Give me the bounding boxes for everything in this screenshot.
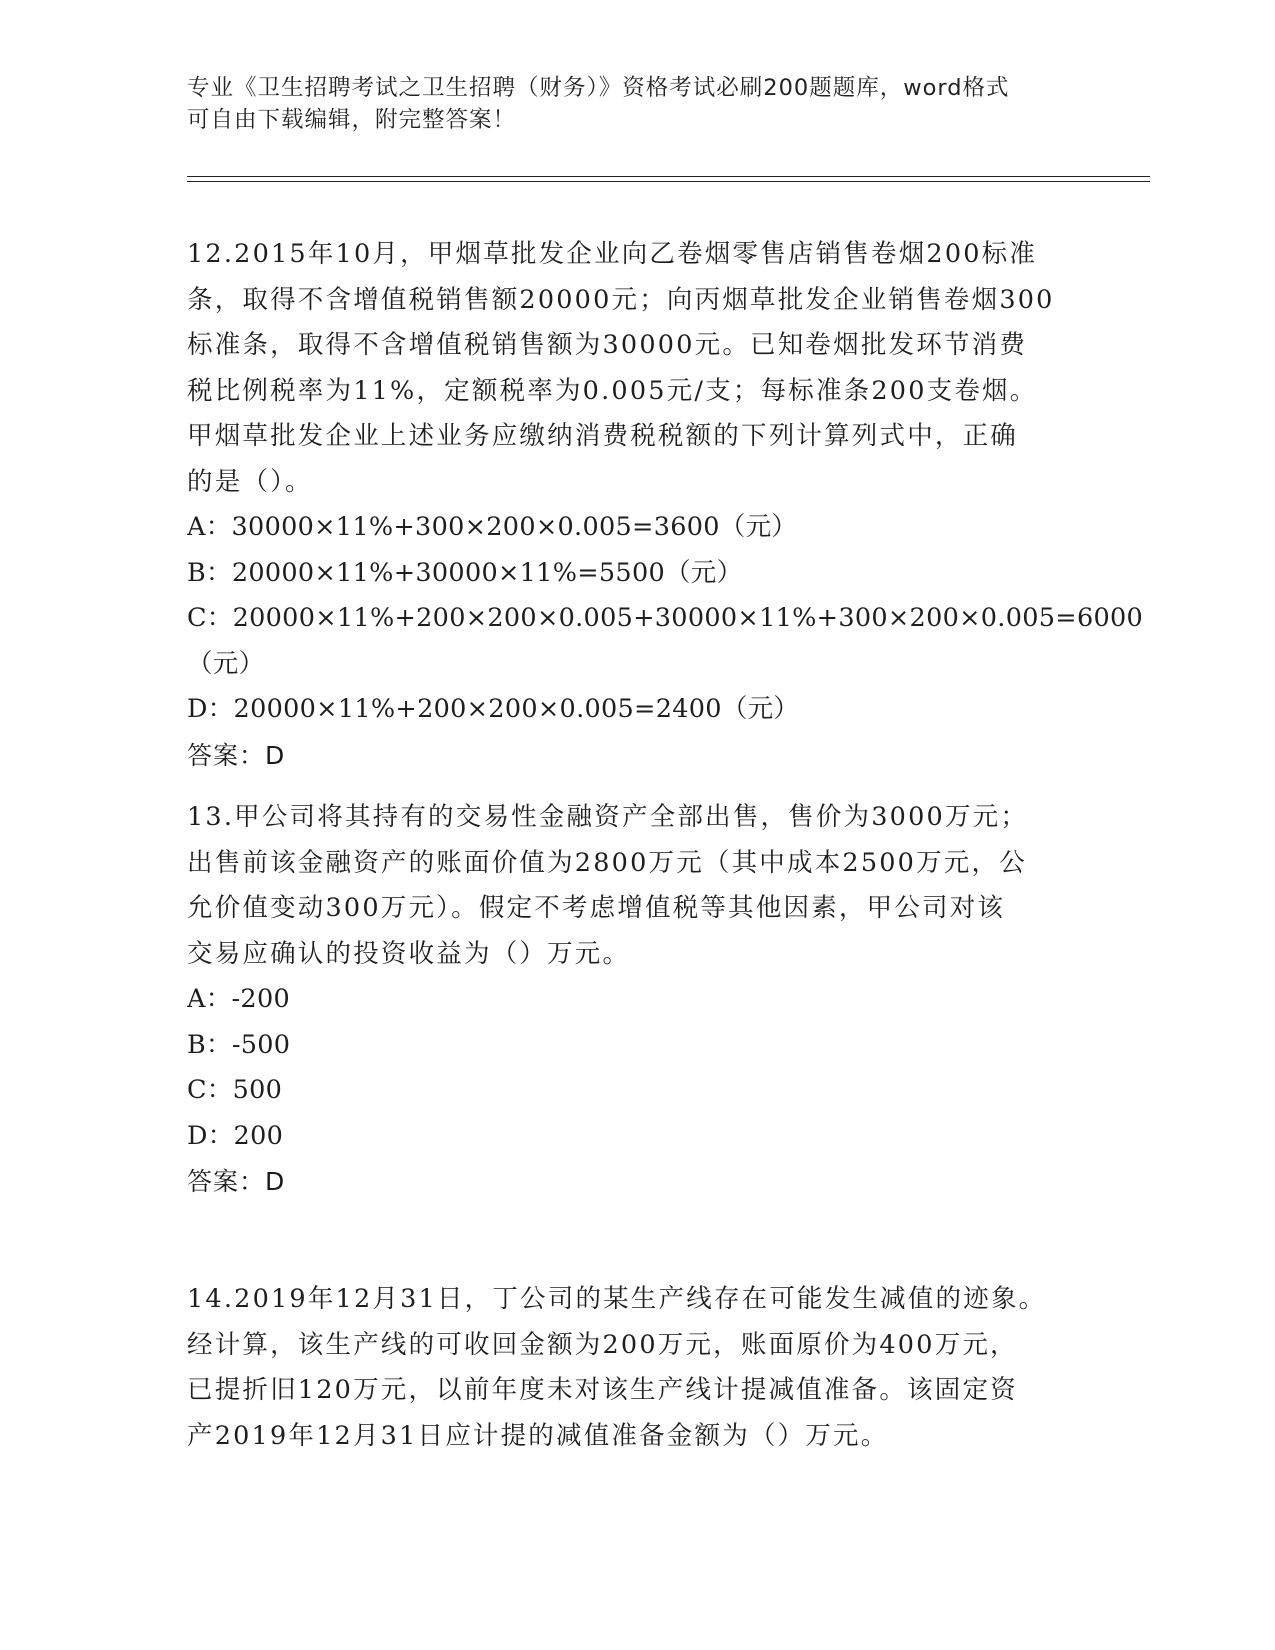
question-text-line: 标准条，取得不含增值税销售额为30000元。已知卷烟批发环节消费 xyxy=(187,330,1028,360)
option-b xyxy=(187,551,1087,597)
question-text-line: 已提折旧120万元，以前年度未对该生产线计提减值准备。该固定资 xyxy=(187,1375,1018,1405)
option-text: C：500 xyxy=(187,1075,283,1105)
question-text-line: 条，取得不含增值税销售额20000元；向丙烟草批发企业销售卷烟300 xyxy=(187,284,1055,315)
question-text-line: 14.2019年12月31日，丁公司的某生产线存在可能发生减值的迹象。 xyxy=(187,1284,1047,1314)
header-line-2: 可自由下载编辑，附完整答案！ xyxy=(187,107,517,133)
question-text-line: 12.2015年10月，甲烟草批发企业向乙卷烟零售店销售卷烟200标准 xyxy=(187,239,1038,269)
answer: 答案：D xyxy=(187,740,286,770)
option-text: D：20000×11%+200×200×0.005=2400（元） xyxy=(187,694,800,724)
option-a xyxy=(187,977,1087,1023)
option-c xyxy=(187,1068,1087,1114)
question-text xyxy=(187,795,1087,977)
option-b xyxy=(187,1023,1087,1069)
option-text: B：-500 xyxy=(187,1029,291,1060)
document-header xyxy=(187,72,1067,136)
option-text: B：20000×11%+30000×11%=5500（元） xyxy=(187,557,743,588)
answer: 答案：D xyxy=(187,1167,286,1196)
question-text-line: 经计算，该生产线的可收回金额为200万元，账面原价为400万元， xyxy=(187,1329,1018,1360)
question-text-line: 出售前该金融资产的账面价值为2800万元（其中成本2500万元，公 xyxy=(187,847,1027,878)
option-text: D：200 xyxy=(187,1120,284,1151)
question-13 xyxy=(187,795,1087,1205)
header-divider-bottom xyxy=(187,181,1150,182)
question-text-line: 甲烟草批发企业上述业务应缴纳消费税税额的下列计算列式中，正确 xyxy=(187,421,1019,451)
question-14 xyxy=(187,1277,1087,1459)
header-divider-top xyxy=(187,176,1150,177)
question-text-line: 的是（）。 xyxy=(187,466,313,497)
option-c xyxy=(187,596,1144,687)
question-text-line: 税比例税率为11%，定额税率为0.005元/支；每标准条200支卷烟。 xyxy=(187,375,1038,406)
option-d xyxy=(187,687,1087,733)
question-text-line: 13.甲公司将其持有的交易性金融资产全部出售，售价为3000万元； xyxy=(187,802,1029,832)
option-text-continued: （元） xyxy=(187,648,265,679)
question-text-line: 产2019年12月31日应计提的减值准备金额为（）万元。 xyxy=(187,1420,889,1451)
question-text xyxy=(187,232,1087,505)
option-a xyxy=(187,505,1087,551)
option-d xyxy=(187,1114,1087,1160)
question-text xyxy=(187,1277,1087,1459)
question-text-line: 允价值变动300万元）。假定不考虑增值税等其他因素，甲公司对该 xyxy=(187,893,1006,923)
option-text: C：20000×11%+200×200×0.005+30000×11%+300×200×0.005=6000 xyxy=(187,603,1144,633)
question-text-line: 交易应确认的投资收益为（）万元。 xyxy=(187,938,631,969)
option-text: A：30000×11%+300×200×0.005=3600（元） xyxy=(187,512,798,542)
question-12 xyxy=(187,232,1144,778)
header-line-1: 专业《卫生招聘考试之卫生招聘（财务）》资格考试必刷200题题库，word格式 xyxy=(187,75,1010,101)
option-text: A：-200 xyxy=(187,984,291,1014)
